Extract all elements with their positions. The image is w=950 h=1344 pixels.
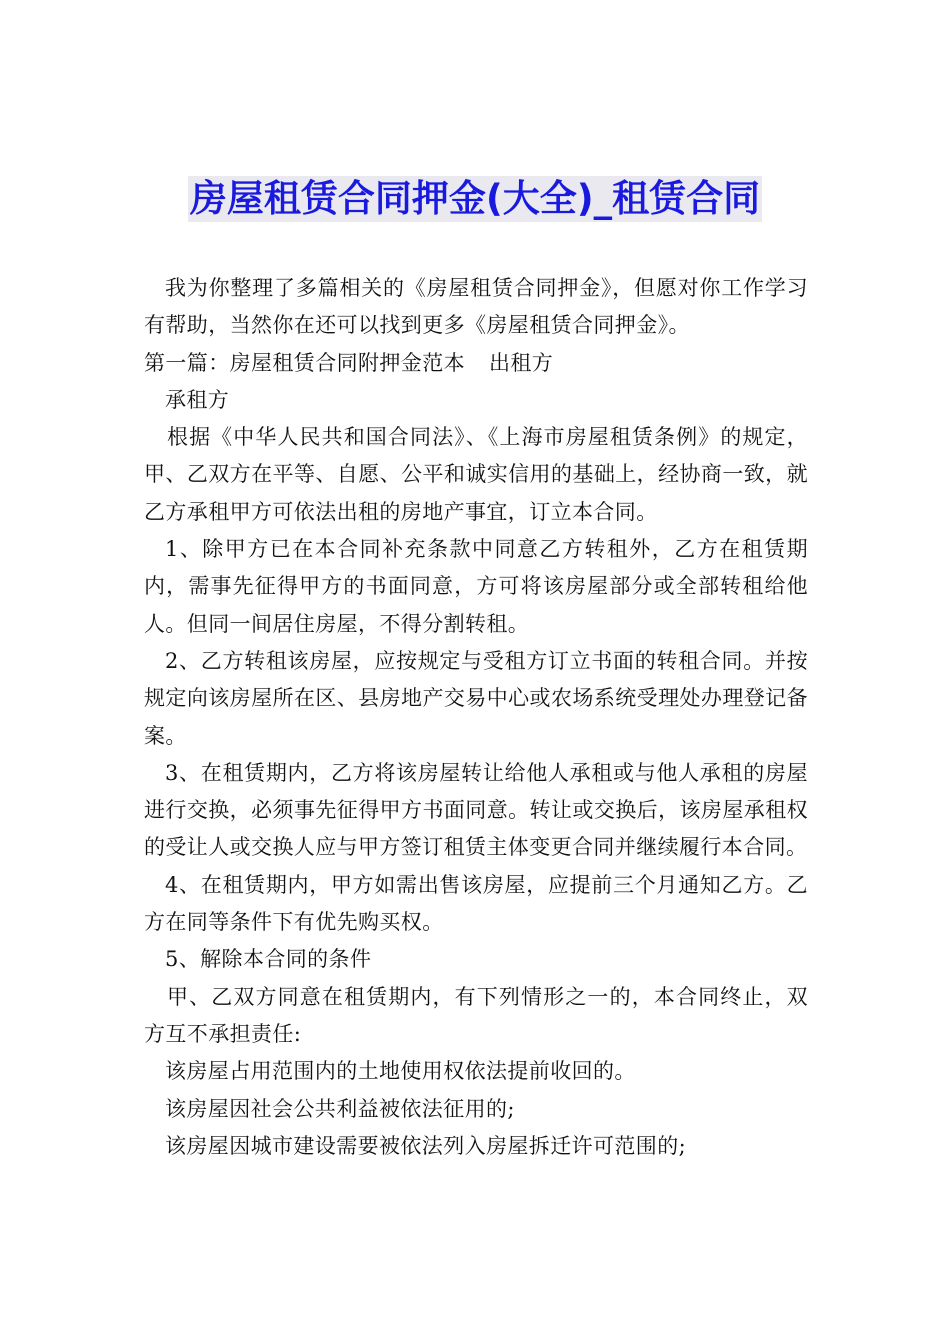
clause-3: 3、在租赁期内，乙方将该房屋转让给他人承租或与他人承租的房屋进行交换，必须事先征得甲方书面同意。转让或交换后，该房屋承租权的受让人或交换人应与甲方签订租赁主体变更合同并继续履行本合同。 (144, 760, 808, 860)
title-container (0, 176, 950, 222)
document-title: 房屋租赁合同押金(大全)_租赁合同 (189, 177, 761, 220)
termination-case-2: 该房屋因社会公共利益被依法征用的; (165, 1096, 515, 1121)
clause-5-text: 甲、乙双方同意在租赁期内，有下列情形之一的，本合同终止，双方互不承担责任: (144, 984, 808, 1046)
clause-1: 1、除甲方已在本合同补充条款中同意乙方转租外，乙方在租赁期内，需事先征得甲方的书面同意，方可将该房屋部分或全部转租给他人。但同一间居住房屋，不得分割转租。 (144, 537, 808, 636)
termination-case-1: 该房屋占用范围内的土地使用权依法提前收回的。 (165, 1059, 636, 1084)
document-body (144, 270, 808, 1165)
lessor-label: 出租方 (489, 350, 554, 375)
intro-paragraph: 我为你整理了多篇相关的《房屋租赁合同押金》，但愿对你工作学习有帮助，当然你在还可以找到更多《房屋租赁合同押金》。 (144, 276, 808, 338)
clause-2: 2、乙方转租该房屋，应按规定与受租方订立书面的转租合同。并按规定向该房屋所在区、县房地产交易中心或农场系统受理处办理登记备案。 (144, 648, 808, 748)
section-heading (144, 345, 808, 382)
section-heading-title: 第一篇：房屋租赁合同附押金范本 (144, 350, 465, 375)
lessee-label: 承租方 (165, 387, 230, 412)
clause-5-heading: 5、解除本合同的条件 (165, 947, 372, 972)
basis-paragraph: 根据《中华人民共和国合同法》、《上海市房屋租赁条例》的规定，甲、乙双方在平等、自愿、公平和诚实信用的基础上，经协商一致，就乙方承租甲方可依法出租的房地产事宜，订立本合同。 (144, 425, 808, 524)
termination-case-3: 该房屋因城市建设需要被依法列入房屋拆迁许可范围的; (165, 1133, 687, 1158)
clause-4: 4、在租赁期内，甲方如需出售该房屋，应提前三个月通知乙方。乙方在同等条件下有优先购买权。 (144, 872, 808, 935)
